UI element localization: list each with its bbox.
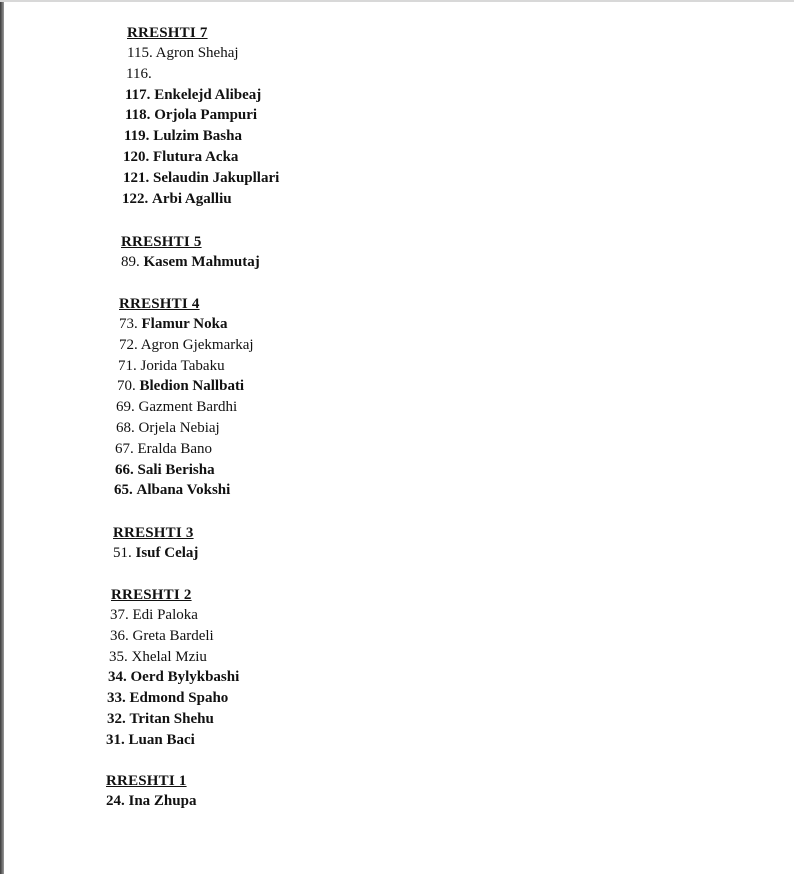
entry-name: Oerd Bylykbashi: [130, 669, 240, 686]
list-item: [126, 64, 279, 85]
list-item: [119, 314, 254, 335]
entry-number: 65.: [114, 482, 133, 499]
entry-number: 36.: [110, 627, 129, 644]
scan-left-edge: [0, 0, 4, 874]
list-item: [117, 376, 254, 397]
entry-name: Bledion Nallbati: [139, 378, 245, 395]
entry-name: Orjola Pampuri: [154, 107, 258, 124]
list-item: [106, 730, 239, 751]
entry-number: 117.: [125, 86, 151, 103]
list-item: [122, 189, 279, 210]
entry-number: 24.: [106, 793, 125, 809]
entry-number: 34.: [108, 669, 127, 686]
section-heading: RRESHTI 2: [111, 587, 192, 603]
entry-name: Ina Zhupa: [128, 793, 197, 809]
scan-top-edge: [0, 0, 794, 2]
entry-name: Flamur Noka: [141, 316, 228, 332]
entry-number: 35.: [109, 648, 128, 665]
entry-name: Luan Baci: [128, 731, 195, 748]
list-item: [110, 605, 239, 626]
entry-number: 71.: [118, 357, 137, 374]
section-rreshti-1: [106, 771, 196, 812]
entry-name: Tritan Shehu: [129, 710, 214, 727]
entry-number: 67.: [115, 440, 134, 457]
entry-name: Arbi Agalliu: [152, 190, 232, 207]
entry-number: 69.: [116, 399, 135, 416]
list-item: [124, 126, 279, 147]
section-heading: RRESHTI 4: [119, 296, 200, 312]
entry-name: Enkelejd Alibeaj: [154, 86, 262, 103]
entry-name: Agron Gjekmarkaj: [140, 336, 254, 353]
section-rreshti-2: [106, 585, 240, 751]
entry-name: Jorida Tabaku: [140, 357, 225, 374]
entry-number: 118.: [125, 107, 151, 124]
section-rreshti-4: [114, 294, 254, 501]
entry-name: Selaudin Jakupllari: [153, 169, 280, 186]
section-heading: RRESHTI 5: [121, 234, 202, 250]
list-item: [109, 647, 239, 668]
entry-name: Gazment Bardhi: [138, 399, 238, 416]
list-item: [118, 356, 254, 377]
entry-number: 68.: [116, 419, 135, 436]
entry-number: 66.: [115, 461, 134, 478]
entry-name: Isuf Celaj: [135, 545, 199, 561]
entry-number: 89.: [121, 254, 140, 270]
entry-number: 120.: [123, 148, 150, 165]
list-item: [123, 147, 279, 168]
list-item: [107, 688, 239, 709]
entry-number: 116.: [126, 65, 152, 82]
entry-name: Edmond Spaho: [129, 690, 229, 707]
list-item: [113, 543, 198, 564]
entry-number: 119.: [124, 128, 150, 145]
list-item: [125, 85, 279, 106]
entry-number: 73.: [119, 316, 138, 332]
entry-name: Lulzim Basha: [153, 128, 242, 145]
list-item: [116, 418, 254, 439]
entry-number: 37.: [110, 607, 129, 623]
entry-name: Sali Berisha: [137, 461, 215, 478]
list-item: [125, 105, 279, 126]
entry-number: 33.: [107, 690, 126, 707]
entry-number: 32.: [107, 710, 126, 727]
list-item: [107, 709, 239, 730]
entry-number: 121.: [123, 169, 150, 186]
list-item: [116, 397, 254, 418]
entry-number: 70.: [117, 378, 136, 395]
list-item: [115, 439, 254, 460]
entry-name: Edi Paloka: [132, 607, 198, 623]
entry-number: 72.: [119, 336, 138, 353]
entry-number: 122.: [122, 190, 149, 207]
entry-name: Kasem Mahmutaj: [143, 254, 260, 270]
section-heading: RRESHTI 3: [113, 525, 194, 541]
list-item: [106, 791, 196, 812]
list-item: [108, 667, 239, 688]
entry-list: [122, 43, 280, 209]
entry-name: Albana Vokshi: [136, 482, 231, 499]
entry-name: Eralda Bano: [137, 440, 213, 457]
entry-name: Greta Bardeli: [132, 627, 214, 644]
section-heading: RRESHTI 7: [127, 25, 208, 41]
list-item: [114, 480, 254, 501]
entry-name: Agron Shehaj: [155, 45, 239, 61]
list-item: [127, 43, 279, 64]
entry-number: 31.: [106, 731, 125, 748]
entry-number: 51.: [113, 545, 132, 561]
section-heading: RRESHTI 1: [106, 773, 187, 789]
list-item: [115, 460, 254, 481]
entry-name: Xhelal Mziu: [131, 648, 207, 665]
list-item: [119, 335, 254, 356]
section-rreshti-5: [121, 232, 260, 273]
list-item: [123, 168, 279, 189]
list-item: [110, 626, 239, 647]
entry-name: Flutura Acka: [153, 148, 239, 165]
entry-name: Orjela Nebiaj: [138, 419, 220, 436]
section-rreshti-3: [113, 523, 198, 564]
entry-number: 115.: [127, 45, 153, 61]
list-item: [121, 252, 260, 273]
section-rreshti-7: [122, 23, 280, 209]
